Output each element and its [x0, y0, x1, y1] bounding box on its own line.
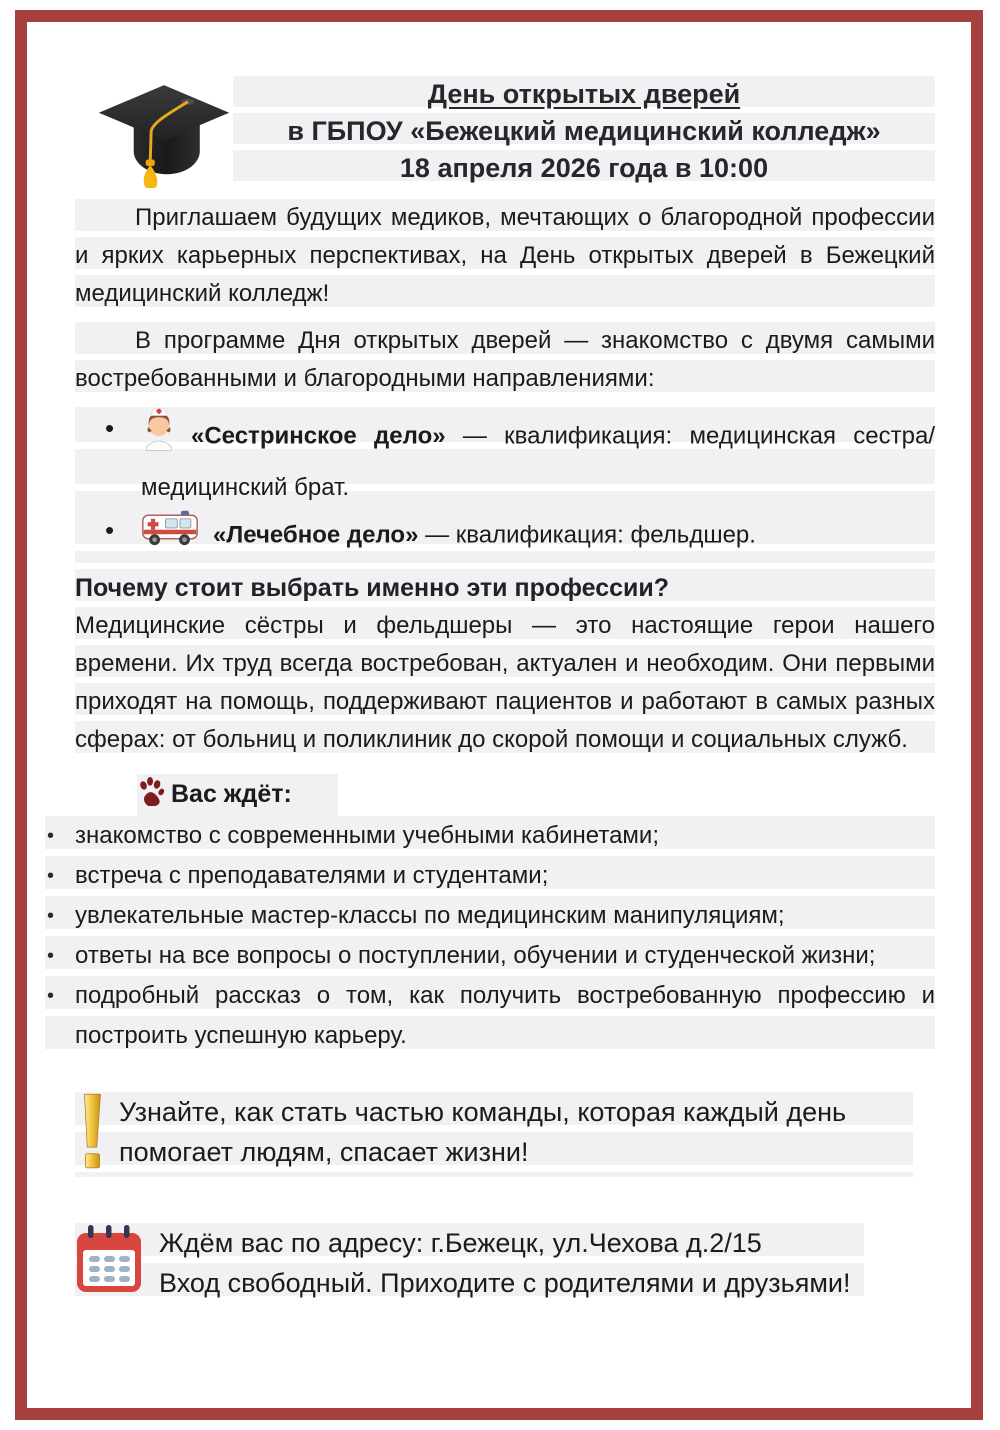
page-border — [15, 10, 983, 1420]
address-text — [159, 1223, 850, 1303]
note-callout — [75, 1092, 913, 1177]
calendar-icon — [75, 1223, 143, 1300]
list-item-nursing — [75, 407, 935, 509]
ambulance-icon — [141, 507, 199, 561]
intro-paragraph-2: В программе Дня открытых дверей — знакомство с двумя самыми востребованными и благородными направлениями: — [75, 322, 935, 398]
exclamation-icon — [75, 1092, 109, 1177]
address-callout — [75, 1223, 864, 1303]
header — [75, 76, 935, 193]
programs-list — [75, 407, 935, 563]
note-text: Узнайте, как стать частью команды, которая каждый день помогает людям, спасает жизни! — [119, 1097, 847, 1168]
page-content — [27, 22, 971, 1303]
program-desc: — квалификация: медицинская сестра/медицинский брат. — [141, 422, 935, 501]
event-datetime: 18 апреля 2026 года в 10:00 — [399, 153, 769, 183]
features-list — [45, 816, 935, 1056]
program-desc: — квалификация: фельдшер. — [418, 521, 756, 549]
address-line: Вход свободный. Приходите с родителями и друзьями! — [159, 1268, 851, 1299]
nurse-icon — [141, 405, 177, 465]
why-paragraph: Медицинские сёстры и фельдшеры — это настоящие герои нашего времени. Их труд всегда востребован, актуален и необходим. Они первыми приходят на помощь, поддерживают пациентов и работают в самых разных сферах: от больниц и поликлиник до скорой помощи и социальных служб. — [75, 607, 935, 759]
graduation-cap-icon — [75, 76, 233, 193]
list-item: • ответы на все вопросы о поступлении, обучении и студенческой жизни; — [45, 936, 935, 976]
intro-paragraph-1: Приглашаем будущих медиков, мечтающих о благородной профессии и ярких карьерных перспективах, на День открытых дверей в Бежецкий медицинский колледж! — [75, 199, 935, 313]
why-heading: Почему стоит выбрать именно эти профессии? — [75, 569, 935, 607]
expect-heading-row — [137, 774, 338, 816]
list-item: • увлекательные мастер-классы по медицинским манипуляциям; — [45, 896, 935, 936]
program-name: «Лечебное дело» — [213, 521, 419, 549]
list-item: • встреча с преподавателями и студентами; — [45, 856, 935, 896]
list-item-paramedic — [75, 509, 935, 563]
expect-heading: Вас ждёт: — [171, 780, 292, 808]
list-item: • знакомство с современными учебными кабинетами; — [45, 816, 935, 856]
program-name: «Сестринское дело» — [191, 422, 446, 450]
page-subtitle: в ГБПОУ «Бежецкий медицинский колледж» — [287, 116, 881, 146]
page-title: День открытых дверей — [427, 79, 741, 109]
header-titles — [233, 76, 935, 187]
paw-icon — [137, 776, 165, 818]
address-line: Ждём вас по адресу: г.Бежецк, ул.Чехова д.2/15 — [159, 1228, 762, 1259]
list-item: • подробный рассказ о том, как получить востребованную профессию и построить успешную карьеру. — [45, 976, 935, 1056]
